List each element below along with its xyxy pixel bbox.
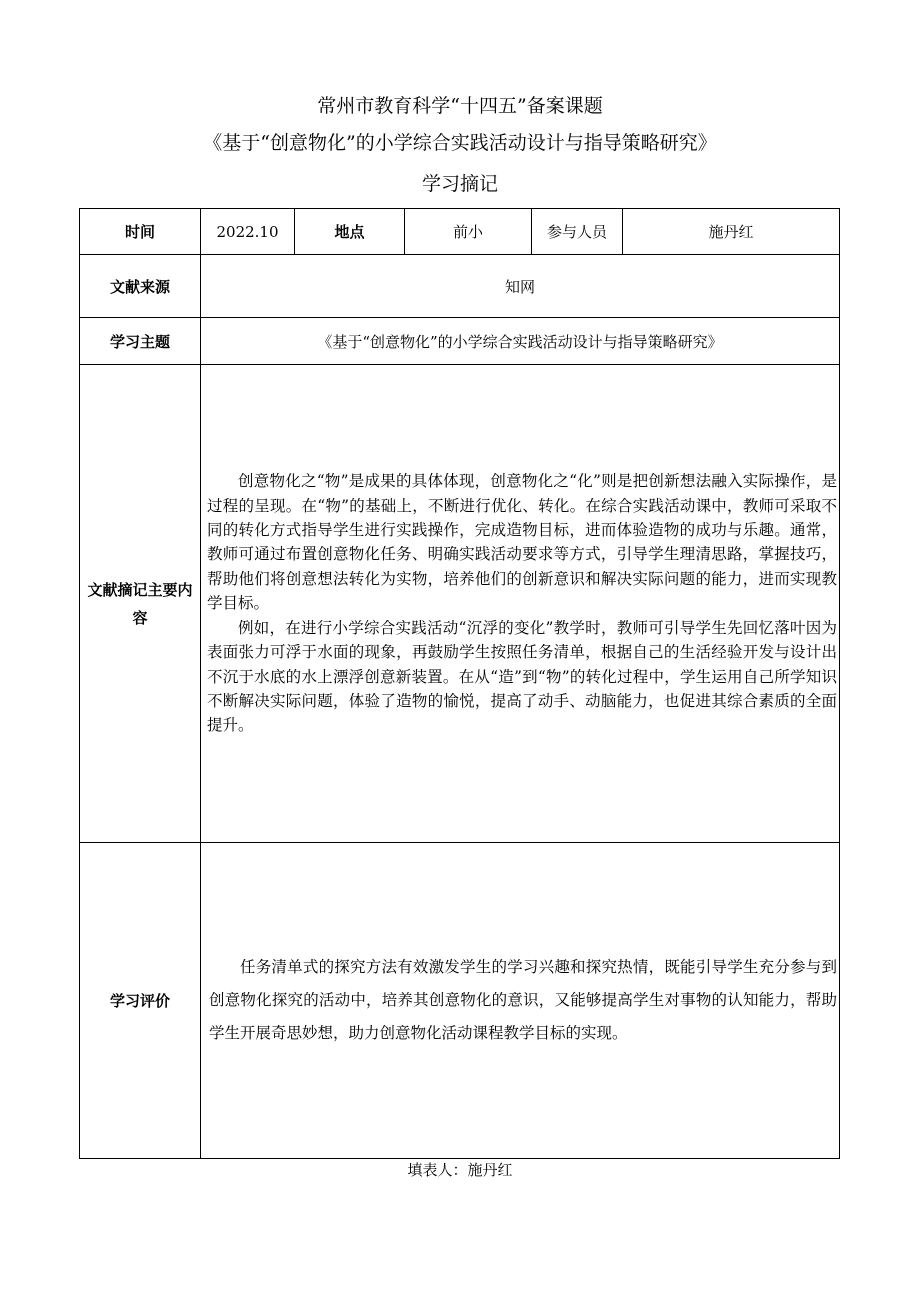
content-label-text: 文献摘记主要内容 xyxy=(87,580,193,627)
content-paragraph-1: 创意物化之“物”是成果的具体体现，创意物化之“化”则是把创新想法融入实际操作，是过程的呈现。在“物”的基础上，不断进行优化、转化。在综合实践活动课中，教师可采取不同的转化方式指导学生进行实践操作，完成造物目标，进而体验造物的成功与乐趣。通常，教师可通过布置创意物化任务、明确实践活动要求等方式，引导学生理清思路，掌握技巧，帮助他们将创意想法转化为实物，培养他们的创新意识和解决实际问题的能力，进而实现教学目标。 xyxy=(207,472,837,613)
time-label: 时间 xyxy=(80,209,201,255)
source-label: 文献来源 xyxy=(80,255,201,318)
source-row xyxy=(80,255,840,318)
evaluation-text: 任务清单式的探究方法有效激发学生的学习兴趣和探究热情，既能引导学生充分参与到创意物化探究的活动中，培养其创意物化的意识，又能够提高学生对事物的认知能力，帮助学生开展奇思妙想，助力创意物化活动课程教学目标的实现。 xyxy=(209,958,837,1042)
document-title-line2: 《基于“创意物化”的小学综合实践活动设计与指导策略研究》 xyxy=(203,132,717,154)
info-row xyxy=(80,209,840,255)
place-value: 前小 xyxy=(405,209,532,255)
document-title-line3: 学习摘记 xyxy=(421,173,498,195)
place-label: 地点 xyxy=(295,209,405,255)
content-row xyxy=(80,365,840,843)
content-label xyxy=(80,365,201,843)
time-value: 2022.10 xyxy=(201,209,295,255)
evaluation-cell xyxy=(201,843,840,1159)
source-value: 知网 xyxy=(201,255,840,318)
evaluation-label: 学习评价 xyxy=(80,843,201,1159)
study-notes-table xyxy=(79,208,840,1159)
content-paragraph-2: 例如，在进行小学综合实践活动“沉浮的变化”教学时，教师可引导学生先回忆落叶因为表面张力可浮于水面的现象，再鼓励学生按照任务清单，根据自己的生活经验开发与设计出不沉于水底的水上漂浮创意新装置。在从“造”到“物”的转化过程中，学生运用自己所学知识不断解决实际问题，体验了造物的愉悦，提高了动手、动脑能力，也促进其综合素质的全面提升。 xyxy=(207,618,837,735)
document-title-line1: 常州市教育科学“十四五”备案课题 xyxy=(317,95,603,117)
filled-by: 填表人：施丹红 xyxy=(407,1161,513,1179)
topic-label: 学习主题 xyxy=(80,318,201,365)
content-cell xyxy=(201,365,840,843)
participants-value: 施丹红 xyxy=(623,209,840,255)
participants-label: 参与人员 xyxy=(532,209,623,255)
topic-row xyxy=(80,318,840,365)
evaluation-row xyxy=(80,843,840,1159)
topic-value: 《基于“创意物化”的小学综合实践活动设计与指导策略研究》 xyxy=(201,318,840,365)
